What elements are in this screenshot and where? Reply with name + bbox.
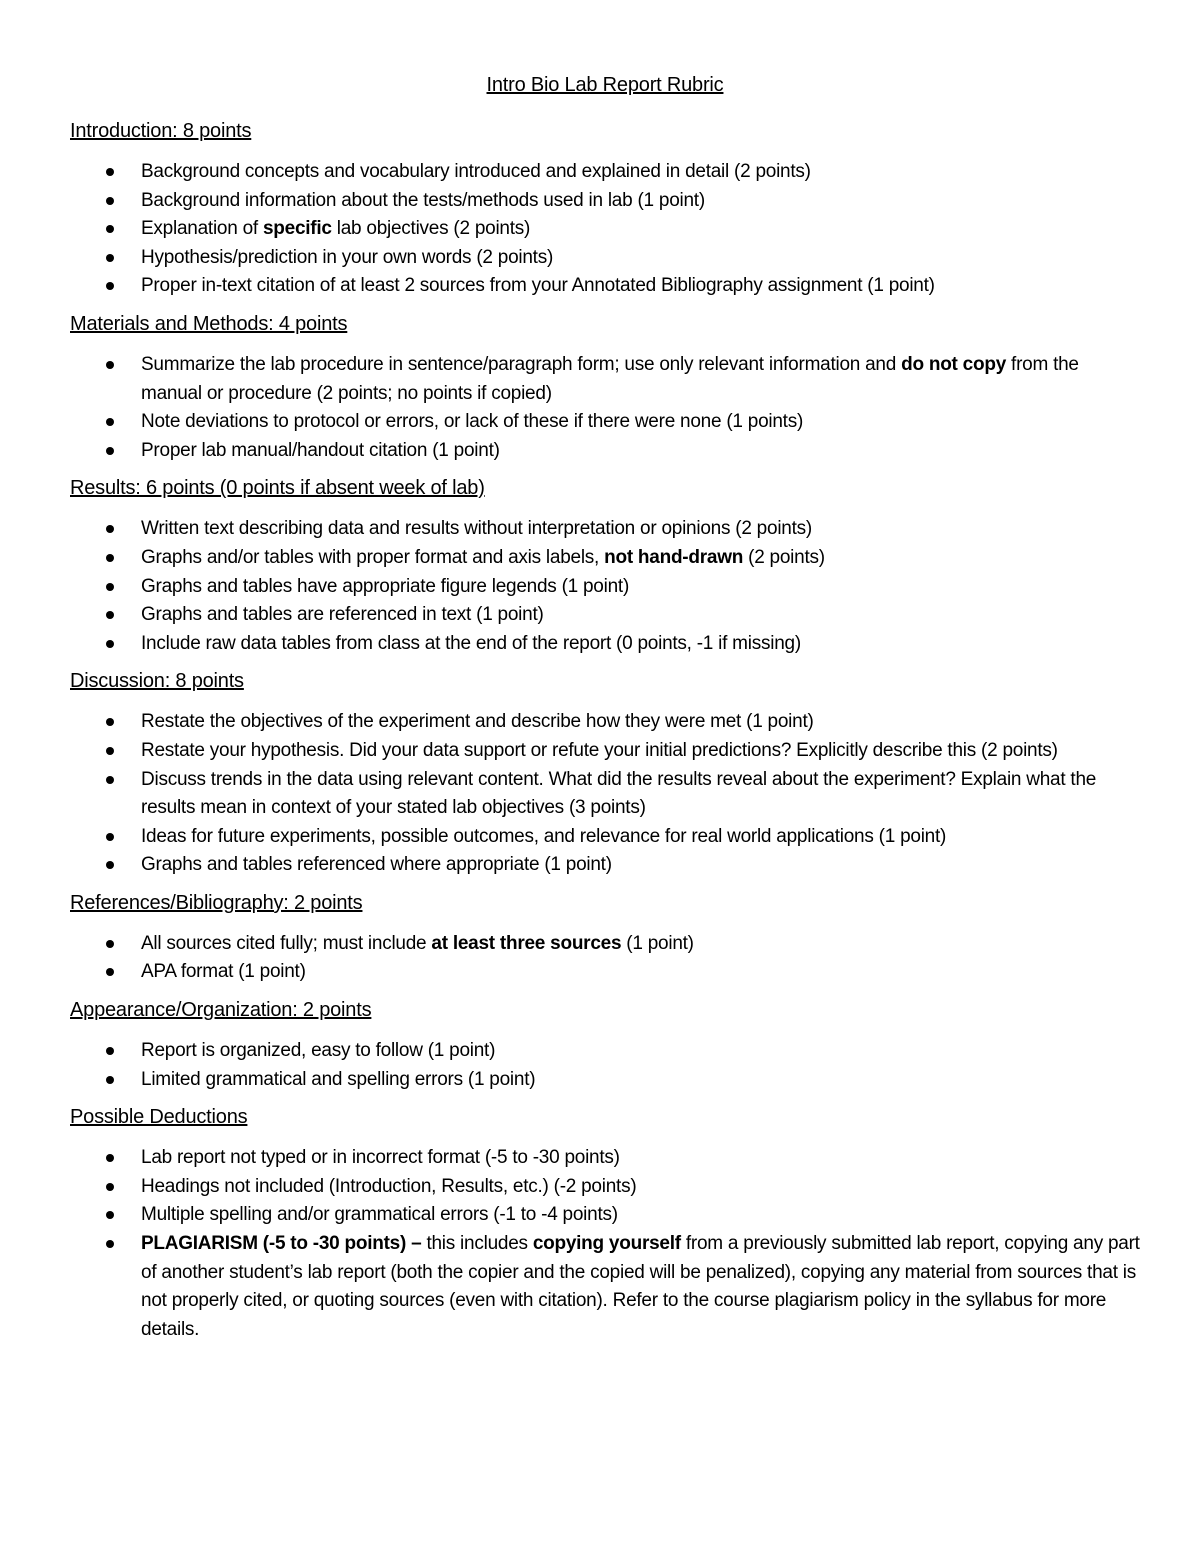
criteria-text: Background information about the tests/methods used in lab (1 point) [141, 189, 705, 211]
rubric-section [70, 475, 1140, 658]
bullet-icon [106, 747, 114, 755]
criteria-item [70, 1230, 1140, 1344]
criteria-list [70, 1037, 1140, 1094]
section-heading: Possible Deductions [70, 1106, 248, 1129]
bullet-icon [106, 861, 114, 869]
bullet-icon [106, 1211, 114, 1219]
criteria-text: Multiple spelling and/or grammatical errors (-1 to -4 points) [141, 1204, 618, 1226]
criteria-text: Written text describing data and results without interpretation or opinions (2 points) [141, 518, 812, 540]
criteria-item [70, 630, 1140, 659]
rubric-section [70, 118, 1140, 301]
criteria-item [70, 1066, 1140, 1095]
criteria-item [70, 437, 1140, 466]
bullet-icon [106, 225, 114, 233]
criteria-item [70, 708, 1140, 737]
criteria-text: (2 points) [743, 546, 825, 568]
bullet-icon [106, 554, 114, 562]
criteria-item [70, 573, 1140, 602]
bullet-icon [106, 254, 114, 262]
criteria-text: Limited grammatical and spelling errors (1 point) [141, 1068, 536, 1090]
criteria-item [70, 1037, 1140, 1066]
bullet-icon [106, 1183, 114, 1191]
rubric-section [70, 668, 1140, 880]
rubric-section [70, 890, 1140, 987]
criteria-list [70, 158, 1140, 301]
bullet-icon [106, 776, 114, 784]
criteria-item [70, 515, 1140, 544]
section-heading: References/Bibliography: 2 points [70, 891, 363, 914]
bullet-icon [106, 718, 114, 726]
criteria-text: Explanation of [141, 218, 263, 240]
bullet-icon [106, 583, 114, 591]
criteria-text: from a previously submitted lab report, copying any part of another student’s lab report (both the copier and the copied will be penalized), copying any material from sources that is not properly cited, or quoting sources (even with citation). Refer to the course plagiarism policy in the syllabus for more details. [141, 1233, 1140, 1340]
criteria-item [70, 408, 1140, 437]
bullet-icon [106, 1154, 114, 1162]
bullet-icon [106, 640, 114, 648]
criteria-list [70, 351, 1140, 465]
bullet-icon [106, 833, 114, 841]
emphasis-text: at least three sources [431, 932, 622, 954]
section-heading: Introduction: 8 points [70, 120, 252, 142]
criteria-text: Include raw data tables from class at the end of the report (0 points, -1 if missing) [141, 632, 801, 654]
criteria-item [70, 851, 1140, 880]
criteria-text: Lab report not typed or in incorrect format (-5 to -30 points) [141, 1147, 620, 1169]
document-title: Intro Bio Lab Report Rubric [486, 74, 724, 96]
criteria-text: Restate the objectives of the experiment and describe how they were met (1 point) [141, 711, 814, 733]
criteria-text: Proper lab manual/handout citation (1 point) [141, 439, 500, 461]
criteria-item [70, 158, 1140, 187]
bullet-icon [106, 197, 114, 205]
bullet-icon [106, 168, 114, 176]
criteria-text: Proper in-text citation of at least 2 sources from your Annotated Bibliography assignment (1 point) [141, 275, 935, 297]
criteria-text: All sources cited fully; must include [141, 932, 432, 954]
criteria-text: Headings not included (Introduction, Results, etc.) (-2 points) [141, 1175, 637, 1197]
criteria-list [70, 708, 1140, 880]
bullet-icon [106, 1047, 114, 1055]
section-heading: Materials and Methods: 4 points [70, 312, 348, 335]
criteria-text: Ideas for future experiments, possible outcomes, and relevance for real world applications (1 point) [141, 825, 947, 847]
criteria-item [70, 215, 1140, 244]
criteria-item [70, 766, 1140, 823]
bullet-icon [106, 1240, 114, 1248]
emphasis-text: PLAGIARISM (-5 to -30 points) – [141, 1233, 422, 1255]
criteria-text: from the manual or procedure (2 points; no points if copied) [141, 353, 1079, 404]
criteria-item [70, 930, 1140, 959]
bullet-icon [106, 418, 114, 426]
criteria-list [70, 1144, 1140, 1344]
criteria-text: Background concepts and vocabulary introduced and explained in detail (2 points) [141, 161, 811, 182]
criteria-text: Discuss trends in the data using relevant content. What did the results reveal about the experiment? Explain what the results mean in context of your stated lab objectives (3 points) [141, 768, 1097, 819]
criteria-text: Summarize the lab procedure in sentence/paragraph form; use only relevant information and [141, 353, 902, 375]
criteria-list [70, 930, 1140, 987]
criteria-item [70, 272, 1140, 301]
rubric-section [70, 997, 1140, 1094]
criteria-text: Graphs and tables referenced where appropriate (1 point) [141, 854, 612, 876]
criteria-item [70, 187, 1140, 216]
criteria-item [70, 1201, 1140, 1230]
bullet-icon [106, 940, 114, 948]
bullet-icon [106, 1076, 114, 1084]
criteria-text: (1 point) [621, 932, 694, 954]
bullet-icon [106, 447, 114, 455]
rubric-sections [70, 118, 1140, 1344]
rubric-section [70, 311, 1140, 465]
emphasis-text: not hand-drawn [604, 546, 744, 568]
criteria-text: Restate your hypothesis. Did your data support or refute your initial predictions? Explicitly describe this (2 points) [141, 739, 1058, 761]
section-heading: Results: 6 points (0 points if absent week of lab) [70, 477, 485, 500]
section-heading: Discussion: 8 points [70, 670, 244, 693]
section-heading: Appearance/Organization: 2 points [70, 999, 372, 1022]
rubric-section [70, 1104, 1140, 1344]
criteria-item [70, 823, 1140, 852]
criteria-text: lab objectives (2 points) [331, 218, 531, 240]
criteria-text: this includes [421, 1233, 533, 1255]
criteria-item [70, 1144, 1140, 1173]
criteria-text: Graphs and tables are referenced in text (1 point) [141, 604, 544, 626]
emphasis-text: specific [262, 218, 332, 240]
criteria-text: Report is organized, easy to follow (1 point) [141, 1040, 496, 1062]
emphasis-text: do not copy [901, 353, 1007, 375]
bullet-icon [106, 525, 114, 533]
criteria-item [70, 244, 1140, 273]
bullet-icon [106, 282, 114, 290]
criteria-item [70, 958, 1140, 987]
document-page [70, 72, 1140, 1354]
criteria-item [70, 544, 1140, 573]
criteria-item [70, 351, 1140, 408]
criteria-text: APA format (1 point) [141, 961, 306, 983]
criteria-list [70, 515, 1140, 658]
criteria-text: Note deviations to protocol or errors, or lack of these if there were none (1 points) [141, 411, 804, 433]
bullet-icon [106, 968, 114, 976]
criteria-text: Graphs and/or tables with proper format and axis labels, [141, 546, 605, 568]
bullet-icon [106, 611, 114, 619]
bullet-icon [106, 361, 114, 369]
criteria-item [70, 737, 1140, 766]
criteria-text: Graphs and tables have appropriate figure legends (1 point) [141, 575, 630, 597]
criteria-text: Hypothesis/prediction in your own words (2 points) [141, 246, 554, 268]
criteria-item [70, 1173, 1140, 1202]
emphasis-text: copying yourself [532, 1233, 681, 1255]
criteria-item [70, 601, 1140, 630]
